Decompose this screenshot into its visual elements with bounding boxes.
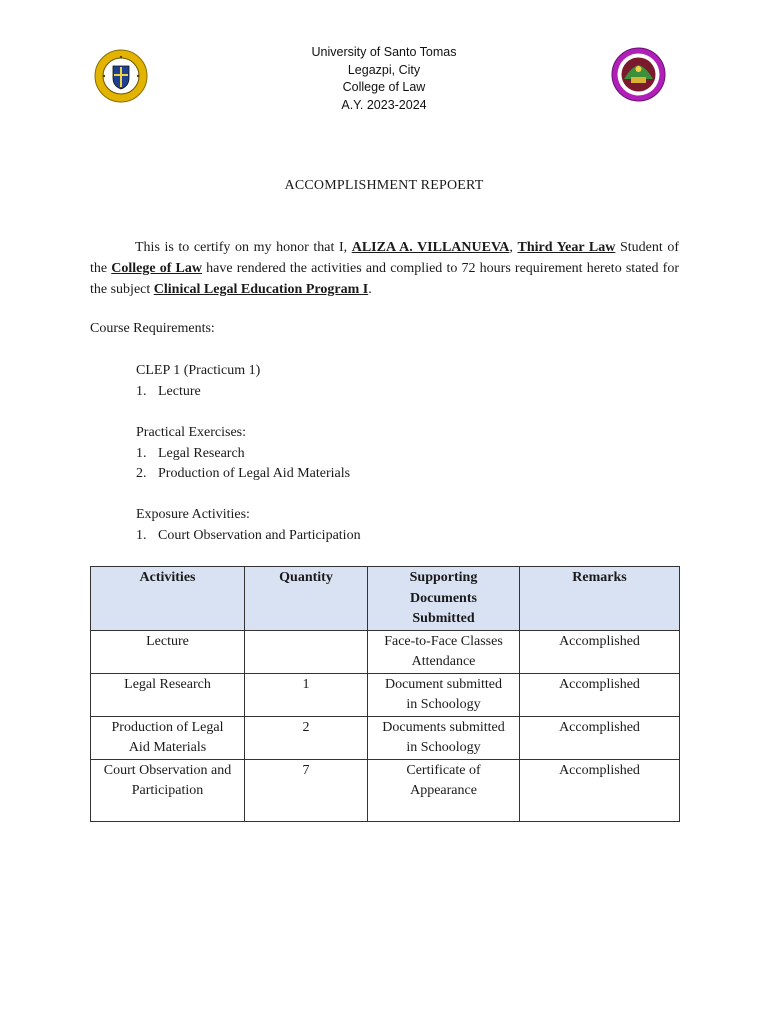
table-cell: Certificate of Appearance: [368, 759, 520, 821]
exposure-heading: Exposure Activities:: [136, 507, 250, 522]
header-supporting-documents: Supporting Documents Submitted: [368, 567, 520, 631]
student-name: ALIZA A. VILLANUEVA: [351, 240, 510, 255]
table-cell: 2: [245, 716, 368, 759]
table-row: [91, 716, 680, 759]
activities-table: [90, 566, 680, 822]
table-cell: Accomplished: [520, 716, 680, 759]
table-cell: 7: [245, 759, 368, 821]
header-remarks: Remarks: [520, 567, 680, 631]
table-cell: [245, 630, 368, 673]
list-item: [136, 526, 361, 547]
list-number: 1.: [136, 445, 147, 461]
clep-heading: CLEP 1 (Practicum 1): [136, 363, 261, 378]
letterhead: [0, 44, 768, 114]
college-name: College of Law: [342, 80, 426, 94]
list-label: Court Observation and Participation: [158, 527, 361, 543]
table-cell: Accomplished: [520, 759, 680, 821]
list-item: [136, 464, 350, 485]
list-item: [136, 444, 350, 465]
list-label: Lecture: [158, 383, 201, 399]
table-cell: 1: [245, 673, 368, 716]
list-number: 1.: [136, 383, 147, 399]
table-cell: Lecture: [91, 630, 245, 673]
practical-section: [136, 423, 350, 485]
cert-text-2: ,: [509, 240, 518, 255]
table-cell: Documents submitted in Schoology: [368, 716, 520, 759]
table-cell: Court Observation and Participation: [91, 759, 245, 821]
cert-text-3: Student of the: [90, 240, 680, 276]
practical-heading: Practical Exercises:: [136, 425, 247, 440]
table-cell: Document submitted in Schoology: [368, 673, 520, 716]
cert-text-4: have rendered the activities and complied to 72 hours requirement hereto stated for the subject: [90, 261, 679, 297]
table-cell: Legal Research: [91, 673, 245, 716]
table-cell: Accomplished: [520, 673, 680, 716]
list-item: [136, 382, 260, 403]
list-number: 1.: [136, 527, 147, 543]
report-title: ACCOMPLISHMENT REPOERT: [284, 178, 484, 193]
table-row: [91, 673, 680, 716]
subject-name: Clinical Legal Education Program I: [153, 282, 369, 297]
clep-section: [136, 361, 260, 402]
list-label: Legal Research: [158, 445, 245, 461]
table-header-row: [91, 567, 680, 631]
cert-text-1: This is to certify on my honor that I,: [135, 240, 352, 255]
table-row: [91, 630, 680, 673]
header-activities: Activities: [91, 567, 245, 631]
university-name: University of Santo Tomas: [311, 45, 457, 59]
certification-paragraph: [90, 237, 679, 300]
year-level: Third Year Law: [517, 240, 616, 255]
list-label: Production of Legal Aid Materials: [158, 466, 351, 481]
table-cell: Production of Legal Aid Materials: [91, 716, 245, 759]
table-cell: Face-to-Face Classes Attendance: [368, 630, 520, 673]
cert-text-5: .: [368, 282, 372, 297]
exposure-section: [136, 505, 361, 546]
course-requirements-label: Course Requirements:: [90, 321, 215, 336]
table-row: [91, 759, 680, 821]
list-number: 2.: [136, 466, 147, 481]
header-quantity: Quantity: [245, 567, 368, 631]
city: Legazpi, City: [347, 62, 421, 77]
table-cell: Accomplished: [520, 630, 680, 673]
college: College of Law: [111, 261, 203, 276]
academic-year: A.Y. 2023-2024: [341, 97, 427, 112]
